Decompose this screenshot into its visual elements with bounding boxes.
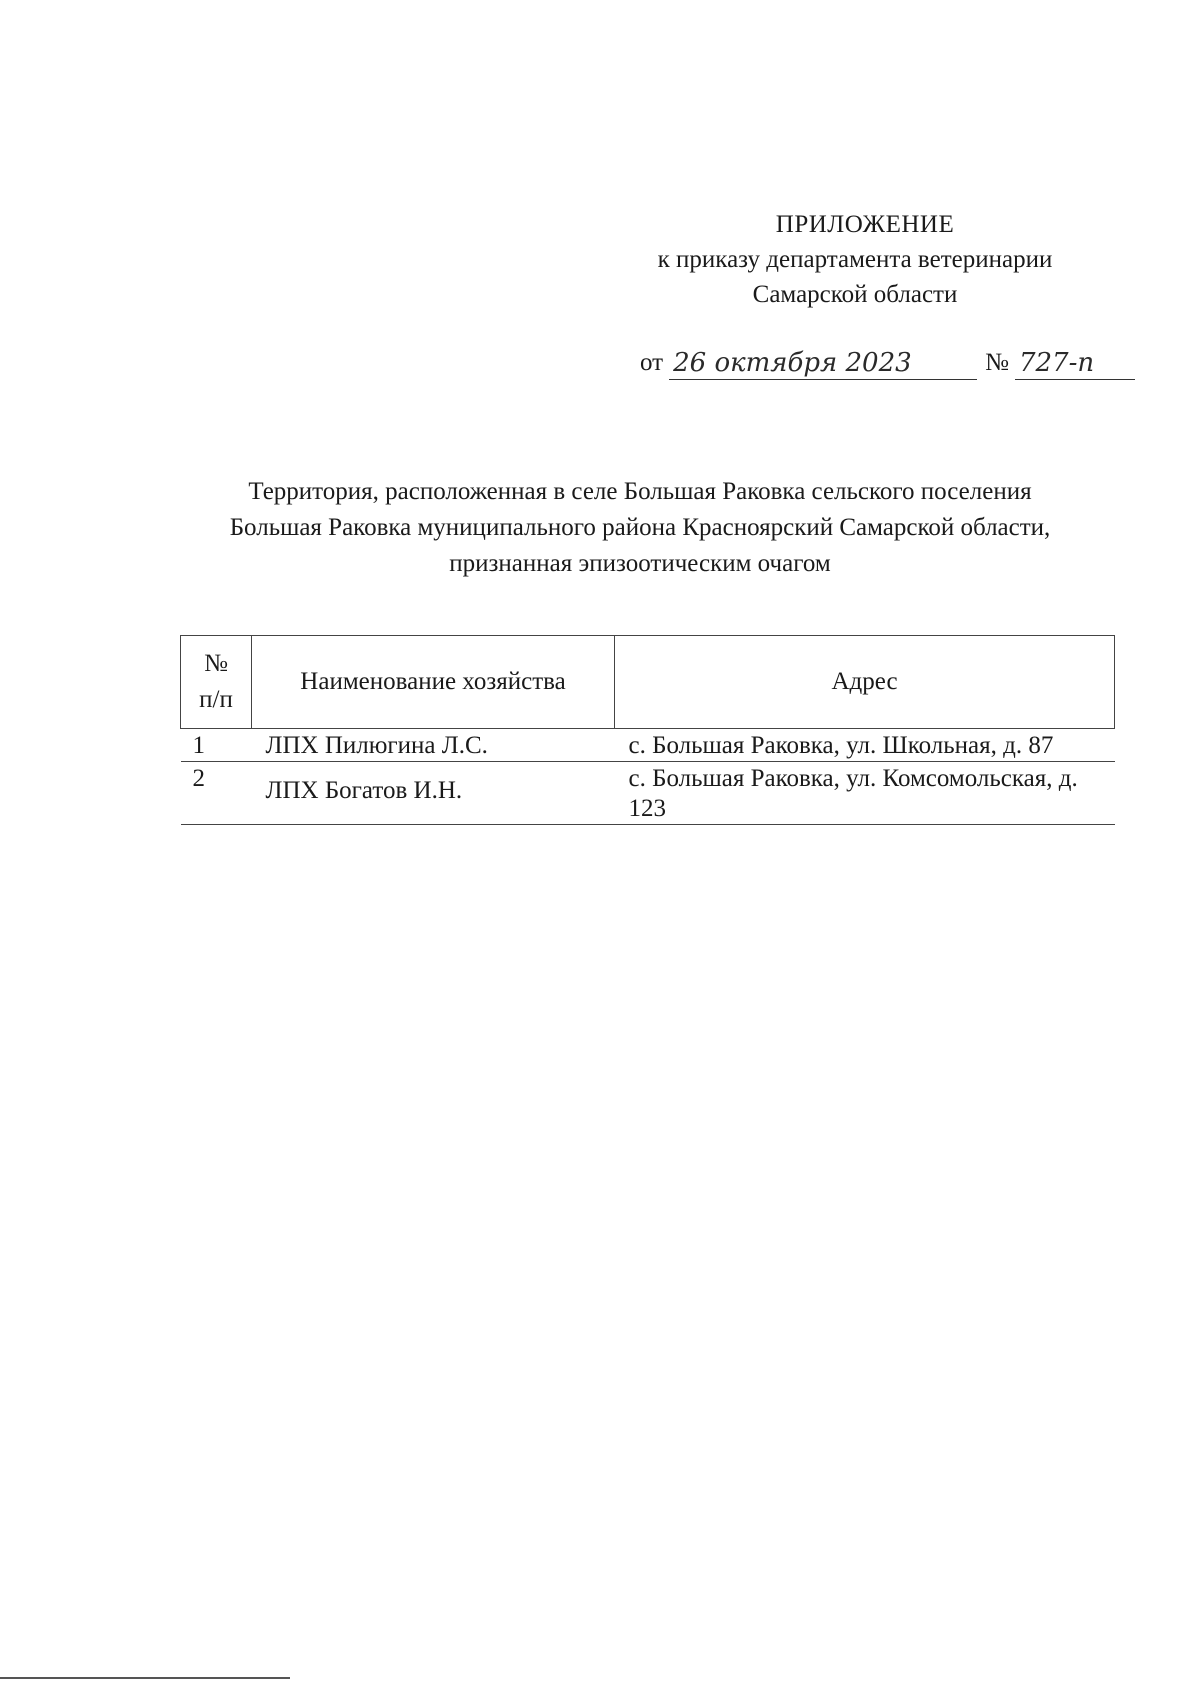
header-address: Адрес: [615, 636, 1115, 729]
order-number-handwritten: 727-п: [1015, 348, 1135, 380]
table-row: [181, 729, 1115, 762]
order-number-label: №: [985, 349, 1009, 376]
footer-divider: [0, 1677, 290, 1679]
row-number: 2: [181, 762, 252, 825]
header-number-sign: №: [204, 650, 228, 677]
header-number-pp: п/п: [199, 686, 233, 713]
appendix-header: [620, 207, 1090, 312]
header-farm-name: Наименование хозяйства: [252, 636, 615, 729]
row-address: с. Большая Раковка, ул. Комсомольская, д. 123: [615, 762, 1115, 825]
table-row: [181, 762, 1115, 825]
order-reference: [640, 340, 1135, 380]
row-farm-name: ЛПХ Пилюгина Л.С.: [252, 729, 615, 762]
row-address: с. Большая Раковка, ул. Школьная, д. 87: [615, 729, 1115, 762]
order-date-handwritten: 26 октября 2023: [669, 348, 977, 380]
header-number: [181, 636, 252, 729]
title-line-3: признанная эпизоотическим очагом: [449, 550, 831, 577]
title-line-2: Большая Раковка муниципального района Красноярский Самарской области,: [229, 514, 1051, 541]
order-from-label: от: [640, 349, 664, 376]
row-number: 1: [181, 729, 252, 762]
appendix-line-1: к приказу департамента ветеринарии: [657, 246, 1053, 273]
appendix-line-2: Самарской области: [752, 281, 958, 308]
appendix-heading: ПРИЛОЖЕНИЕ: [775, 211, 955, 238]
table-header-row: [181, 636, 1115, 729]
row-farm-name: ЛПХ Богатов И.Н.: [252, 762, 615, 825]
farms-table: [180, 635, 1115, 825]
title-line-1: Территория, расположенная в селе Большая Раковка сельского поселения: [248, 478, 1032, 505]
document-title: [170, 474, 1110, 582]
farms-table-wrapper: [180, 635, 1115, 825]
